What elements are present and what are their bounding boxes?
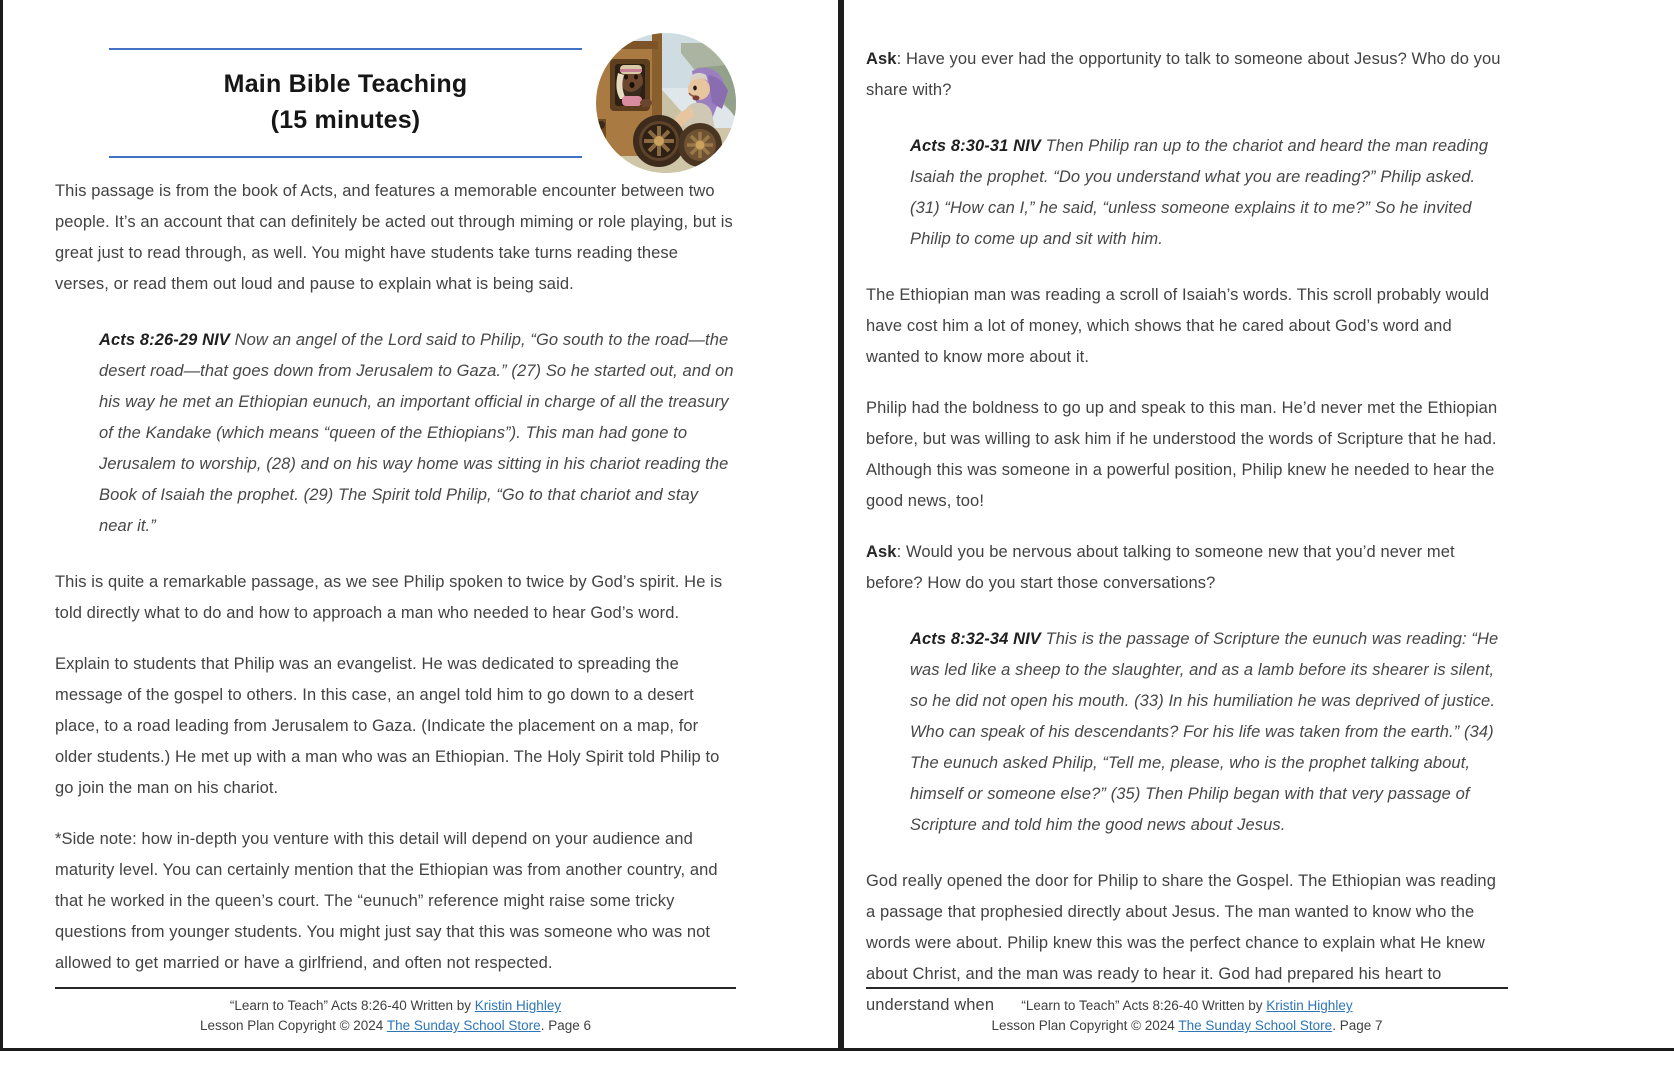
footer-copyright-text: Lesson Plan Copyright © 2024 bbox=[200, 1018, 387, 1033]
scripture-reference: Acts 8:26-29 NIV bbox=[99, 331, 235, 349]
ask-prompt: Ask: Would you be nervous about talking to someone new that you’d never met before? How do you start those conversations? bbox=[866, 543, 1455, 592]
section-title-line2: (15 minutes) bbox=[270, 106, 421, 134]
lesson-body-left bbox=[55, 176, 736, 979]
page-footer-right bbox=[866, 987, 1508, 1036]
page-right bbox=[844, 0, 1674, 1048]
footer-page-number: . Page 6 bbox=[540, 1018, 591, 1033]
author-link[interactable]: Kristin Highley bbox=[1266, 998, 1353, 1013]
paragraph: The Ethiopian man was reading a scroll of Isaiah’s words. This scroll probably would have cost him a lot of money, which shows that he cared about God’s word and wanted to know more about it. bbox=[866, 286, 1490, 366]
ask-prompt: Ask: Have you ever had the opportunity to talk to someone about Jesus? Who do you share with? bbox=[866, 50, 1501, 99]
store-link[interactable]: The Sunday School Store bbox=[1178, 1018, 1333, 1033]
lesson-body-right bbox=[866, 0, 1508, 1021]
footer-page-number: . Page 7 bbox=[1332, 1018, 1383, 1033]
paragraph: Philip had the boldness to go up and speak to this man. He’d never met the Ethiopian before, but was willing to ask him if he understood the words of Scripture that he had. Although this was someone in a powerful position, Philip knew he needed to hear the good news, too! bbox=[866, 399, 1498, 510]
footer-line2 bbox=[55, 1016, 736, 1036]
store-link[interactable]: The Sunday School Store bbox=[386, 1018, 541, 1033]
page-footer-left bbox=[55, 987, 736, 1036]
scripture-quote: Acts 8:30-31 NIV Then Philip ran up to the chariot and heard the man reading Isaiah the prophet. “Do you understand what you are reading?” Philip asked. (31) “How can I,” he said, “unless someone explains it to me?” So he invited Philip to come up and sit with him. bbox=[910, 137, 1489, 248]
footer-credit-text: “Learn to Teach” Acts 8:26-40 Written by bbox=[229, 998, 475, 1013]
section-title-block bbox=[109, 48, 582, 158]
footer-credit-text: “Learn to Teach” Acts 8:26-40 Written by bbox=[1021, 998, 1267, 1013]
footer-line1 bbox=[55, 996, 736, 1016]
paragraph: Explain to students that Philip was an evangelist. He was dedicated to spreading the message of the gospel to others. In this case, an angel told him to go down to a desert place, to a road leading from Jerusalem to Gaza. (Indicate the placement on a map, for older students.) He met up with a man who was an Ethiopian. The Holy Spirit told Philip to go join the man on his chariot. bbox=[55, 655, 720, 797]
footer-copyright-text: Lesson Plan Copyright © 2024 bbox=[991, 1018, 1179, 1033]
chariot-scene-illustration bbox=[596, 33, 736, 173]
scripture-quote: Acts 8:26-29 NIV Now an angel of the Lord said to Philip, “Go south to the road—the desert road—that goes down from Jerusalem to Gaza.” (27) So he started out, and on his way he met an Ethiopian eunuch, an important official in charge of all the treasury of the Kandake (which means “queen of the Ethiopians”). This man had gone to Jerusalem to worship, (28) and on his way home was sitting in his chariot reading the Book of Isaiah the prophet. (29) The Spirit told Philip, “Go to that chariot and stay near it.” bbox=[99, 331, 734, 535]
scripture-reference: Acts 8:30-31 NIV bbox=[910, 137, 1046, 155]
paragraph: This passage is from the book of Acts, and features a memorable encounter between two people. It’s an account that can definitely be acted out through miming or role playing, but is great just to read through, as well. You might have students take turns reading these verses, or read them out loud and pause to explain what is being said. bbox=[55, 182, 733, 293]
paragraph: God really opened the door for Philip to share the Gospel. The Ethiopian was reading a passage that prophesied directly about Jesus. The man wanted to know who the words were about. Philip knew this was the perfect chance to explain what He knew about Christ, and the man was ready to hear it. God had prepared his heart to understand when bbox=[866, 872, 1496, 1014]
author-link[interactable]: Kristin Highley bbox=[474, 998, 562, 1013]
ask-label: Ask bbox=[866, 50, 897, 68]
ask-label: Ask bbox=[866, 543, 897, 561]
scripture-quote: Acts 8:32-34 NIV This is the passage of Scripture the eunuch was reading: “He was led like a sheep to the slaughter, and as a lamb before its shearer is silent, so he did not open his mouth. (33) In his humiliation he was deprived of justice. Who can speak of his descendants? For his life was taken from the earth.” (34) The eunuch asked Philip, “Tell me, please, who is the prophet talking about, himself or someone else?” (35) Then Philip began with that very passage of Scripture and told him the good news about Jesus. bbox=[910, 630, 1499, 834]
footer-line2 bbox=[866, 1016, 1508, 1036]
footer-line1 bbox=[866, 996, 1508, 1016]
lesson-header bbox=[55, 0, 736, 174]
paragraph: *Side note: how in-depth you venture with this detail will depend on your audience and maturity level. You can certainly mention that the Ethiopian was from another country, and that he worked in the queen’s court. The “eunuch” reference might raise some tricky questions from younger students. You might just say that this was someone who was not allowed to get married or have a girlfriend, and often not respected. bbox=[55, 830, 718, 972]
paragraph: This is quite a remarkable passage, as we see Philip spoken to twice by God’s spirit. He is told directly what to do and how to approach a man who needed to hear God’s word. bbox=[55, 573, 723, 622]
section-title-line1: Main Bible Teaching bbox=[223, 70, 468, 98]
page-left bbox=[0, 0, 838, 1048]
scripture-reference: Acts 8:32-34 NIV bbox=[910, 630, 1046, 648]
